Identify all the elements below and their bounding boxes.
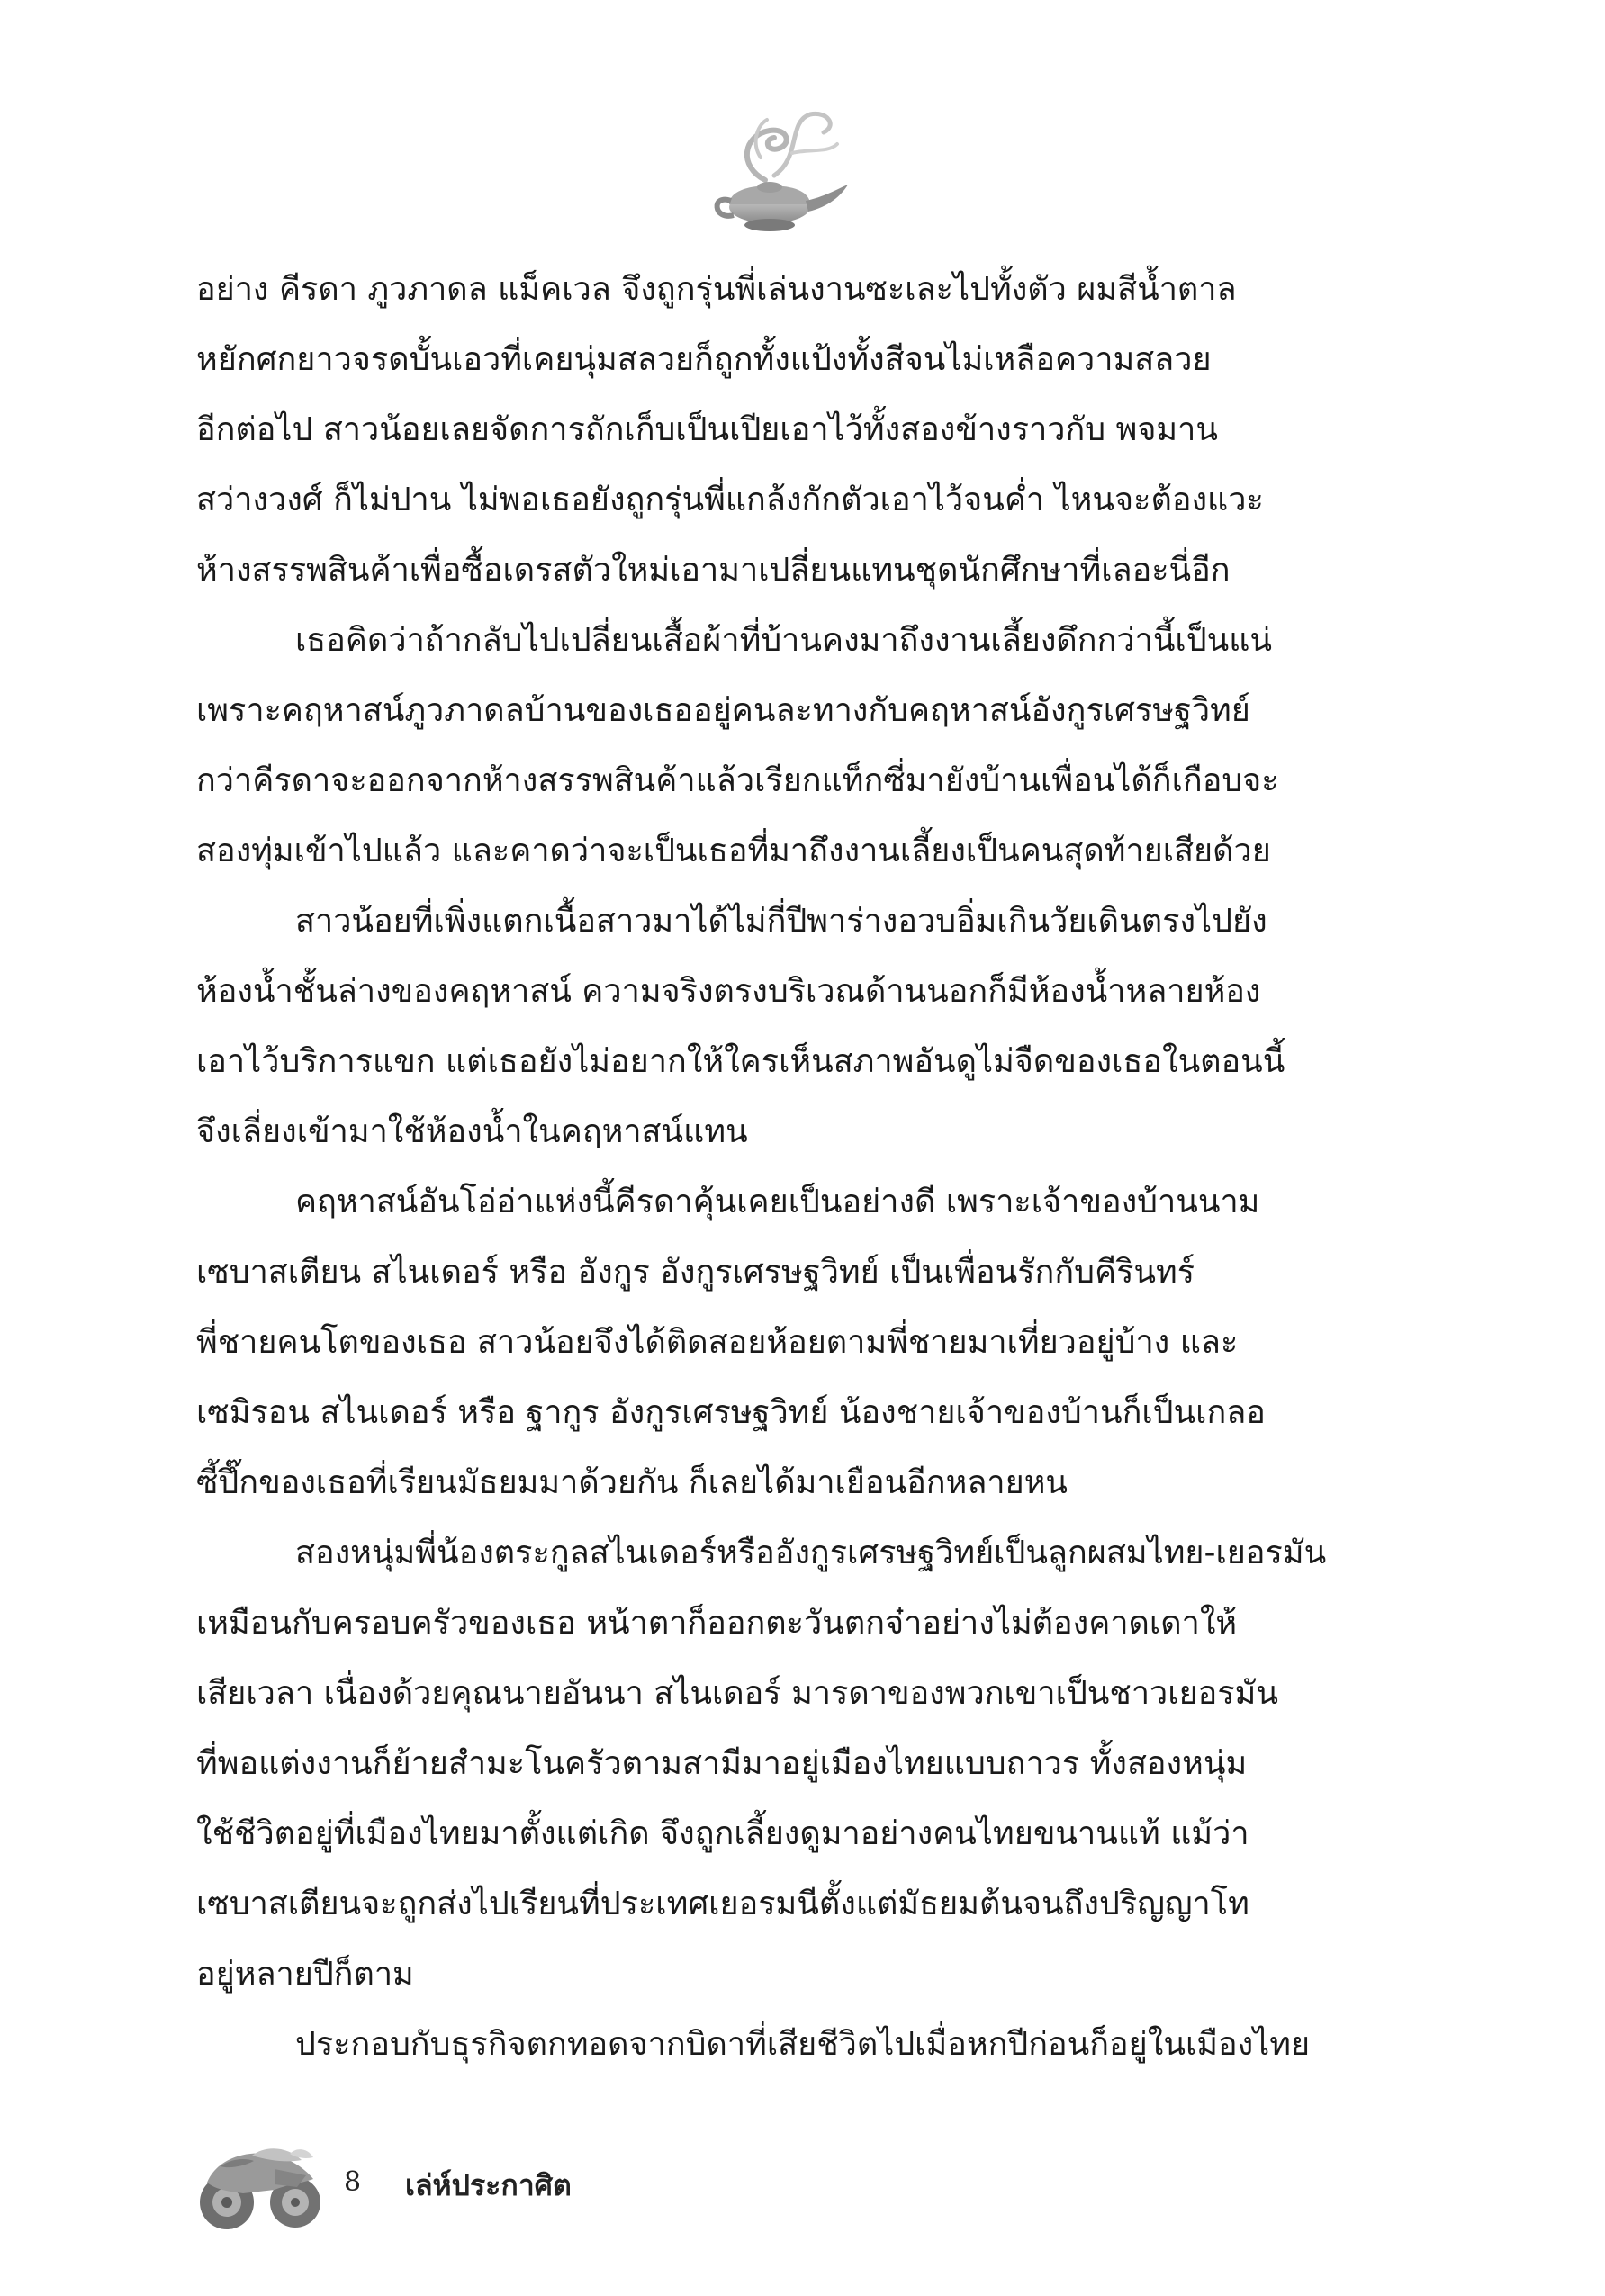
book-title: เล่ห์ประกาศิต [405,2168,572,2202]
paragraph-2 [196,606,1339,887]
body-text [196,255,1339,2080]
page-number: 8 [344,2166,362,2198]
text-line: จึงเลี่ยงเข้ามาใช้ห้องน้ำในคฤหาสน์แทน [196,1113,748,1150]
text-line: เซมิรอน สไนเดอร์ หรือ ฐากูร อังกูรเศรษฐวิทย์ น้องชายเจ้าของบ้านก็เป็นเกลอ [196,1394,1266,1431]
paragraph-5 [196,1518,1339,2010]
text-line: สว่างวงศ์ ก็ไม่ปาน ไม่พอเธอยังถูกรุ่นพี่แกล้งกักตัวเอาไว้จนค่ำ ไหนจะต้องแวะ [196,482,1264,518]
text-line: ที่พอแต่งงานก็ย้ายสำมะโนครัวตามสามีมาอยู่เมืองไทยแบบถาวร ทั้งสองหนุ่ม [196,1745,1248,1782]
text-line: ห้างสรรพสินค้าเพื่อซื้อเดรสตัวใหม่เอามาเปลี่ยนแทนชุดนักศึกษาที่เลอะนี่อีก [196,552,1231,589]
text-line: อย่าง คีรดา ภูวภาดล แม็คเวล จึงถูกรุ่นพี่เล่นงานซะเละไปทั้งตัว ผมสีน้ำตาล [196,271,1237,308]
paragraph-1 [196,255,1339,606]
text-line: ซี้ปึ๊กของเธอที่เรียนมัธยมมาด้วยกัน ก็เลยได้มาเยือนอีกหลายหน [196,1464,1068,1501]
text-line: สาวน้อยที่เพิ่งแตกเนื้อสาวมาได้ไม่กี่ปีพาร่างอวบอิ่มเกินวัยเดินตรงไปยัง [295,903,1267,940]
text-line: เซบาสเตียนจะถูกส่งไปเรียนที่ประเทศเยอรมนีตั้งแต่มัธยมต้นจนถึงปริญญาโท [196,1886,1249,1922]
text-line: สองหนุ่มพี่น้องตระกูลสไนเดอร์หรืออังกูรเศรษฐวิทย์เป็นลูกผสมไทย-เยอรมัน [295,1535,1327,1571]
text-line: เอาไว้บริการแขก แต่เธอยังไม่อยากให้ใครเห็นสภาพอันดูไม่จืดของเธอในตอนนี้ [196,1043,1285,1080]
text-line: กว่าคีรดาจะออกจากห้างสรรพสินค้าแล้วเรียกแท็กซี่มายังบ้านเพื่อนได้ก็เกือบจะ [196,762,1279,799]
text-line: เสียเวลา เนื่องด้วยคุณนายอันนา สไนเดอร์ มารดาของพวกเขาเป็นชาวเยอรมัน [196,1675,1278,1712]
text-line: เซบาสเตียน สไนเดอร์ หรือ อังกูร อังกูรเศรษฐวิทย์ เป็นเพื่อนรักกับคีรินทร์ [196,1254,1195,1291]
page-footer [144,2120,774,2246]
text-line: พี่ชายคนโตของเธอ สาวน้อยจึงได้ติดสอยห้อยตามพี่ชายมาเที่ยวอยู่บ้าง และ [196,1324,1239,1361]
text-line: คฤหาสน์อันโอ่อ่าแห่งนี้คีรดาคุ้นเคยเป็นอย่างดี เพราะเจ้าของบ้านนาม [295,1184,1260,1220]
paragraph-3 [196,887,1339,1167]
text-line: เธอคิดว่าถ้ากลับไปเปลี่ยนเสื้อผ้าที่บ้านคงมาถึงงานเลี้ยงดึกกว่านี้เป็นแน่ [295,622,1273,659]
text-line: อีกต่อไป สาวน้อยเลยจัดการถักเก็บเป็นเปียเอาไว้ทั้งสองข้างราวกับ พจมาน [196,411,1218,448]
text-line: ห้องน้ำชั้นล่างของคฤหาสน์ ความจริงตรงบริเวณด้านนอกก็มีห้องน้ำหลายห้อง [196,973,1261,1010]
paragraph-4 [196,1167,1339,1518]
text-line: เพราะคฤหาสน์ภูวภาดลบ้านของเธออยู่คนละทางกับคฤหาสน์อังกูรเศรษฐวิทย์ [196,692,1250,729]
genie-lamp-icon [702,104,855,239]
text-line: สองทุ่มเข้าไปแล้ว และคาดว่าจะเป็นเธอที่มาถึงงานเลี้ยงเป็นคนสุดท้ายเสียด้วย [196,833,1271,869]
paragraph-6 [196,2010,1339,2080]
text-line: เหมือนกับครอบครัวของเธอ หน้าตาก็ออกตะวันตกจ๋าอย่างไม่ต้องคาดเดาให้ [196,1605,1238,1642]
text-line: อยู่หลายปีก็ตาม [196,1956,414,1993]
text-line: หยักศกยาวจรดบั้นเอวที่เคยนุ่มสลวยก็ถูกทั้งแป้งทั้งสีจนไม่เหลือความสลวย [196,341,1212,378]
motorcycle-icon [189,2120,324,2237]
text-line: ใช้ชีวิตอยู่ที่เมืองไทยมาตั้งแต่เกิด จึงถูกเลี้ยงดูมาอย่างคนไทยขนานแท้ แม้ว่า [196,1815,1249,1852]
text-line: ประกอบกับธุรกิจตกทอดจากบิดาที่เสียชีวิตไปเมื่อหกปีก่อนก็อยู่ในเมืองไทย [295,2026,1311,2063]
